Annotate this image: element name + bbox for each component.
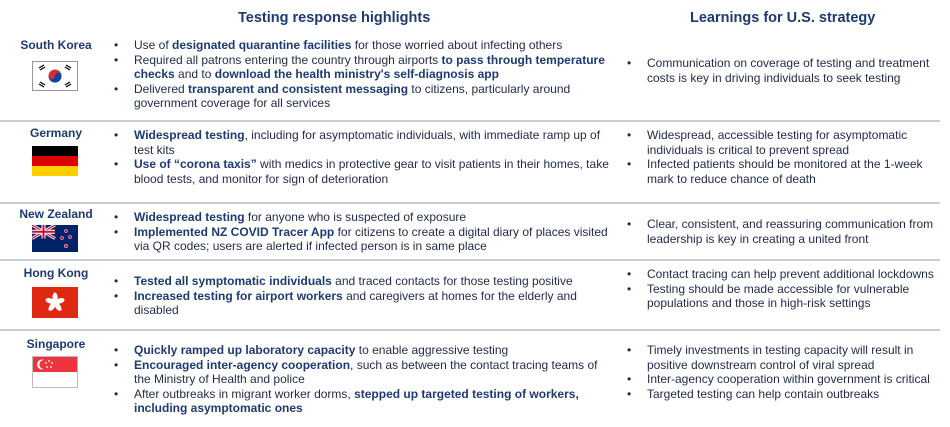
country-name: Germany bbox=[29, 126, 83, 140]
highlights-list bbox=[112, 38, 612, 111]
learnings-list bbox=[625, 217, 935, 246]
learnings-list bbox=[625, 56, 935, 85]
country-name: Singapore bbox=[26, 337, 86, 351]
list-item: • Use of “corona taxis” with medics in protective gear to visit patients in their homes, take blood tests, and monitor for sign of deterioration bbox=[112, 157, 612, 186]
list-item: • Widespread testing, including for asymptomatic individuals, with immediate ramp up of test kits bbox=[112, 128, 612, 157]
country-name: New Zealand bbox=[19, 207, 93, 221]
list-item: • Clear, consistent, and reassuring communication from leadership is key in creating a united front bbox=[625, 217, 935, 246]
list-item: • Contact tracing can help prevent additional lockdowns bbox=[625, 267, 935, 282]
hong-kong-flag-icon bbox=[32, 287, 78, 318]
country-row bbox=[0, 261, 940, 331]
country-name: South Korea bbox=[20, 38, 92, 52]
left-column-header: Testing response highlights bbox=[238, 10, 431, 26]
list-item: • Quickly ramped up laboratory capacity to enable aggressive testing bbox=[112, 343, 612, 358]
list-item: • Implemented NZ COVID Tracer App for citizens to create a digital diary of places visited via QR codes; users are alerted if infected person is in same place bbox=[112, 225, 612, 254]
list-item: • Tested all symptomatic individuals and traced contacts for those testing positive bbox=[112, 274, 612, 289]
south-korea-flag-icon bbox=[32, 61, 78, 91]
learnings-list bbox=[625, 343, 935, 401]
highlights-list bbox=[112, 343, 612, 416]
list-item: • Testing should be made accessible for vulnerable populations and those in high-risk settings bbox=[625, 282, 935, 311]
list-item: • Delivered transparent and consistent messaging to citizens, particularly around government coverage for all services bbox=[112, 82, 612, 111]
list-item: • Communication on coverage of testing and treatment costs is key in driving individuals to seek testing bbox=[625, 56, 935, 85]
list-item: • Infected patients should be monitored at the 1-week mark to reduce chance of death bbox=[625, 157, 935, 186]
new-zealand-flag-icon bbox=[32, 225, 78, 252]
country-name: Hong Kong bbox=[23, 266, 89, 280]
right-column-header: Learnings for U.S. strategy bbox=[690, 10, 876, 26]
country-row bbox=[0, 122, 940, 204]
list-item: • After outbreaks in migrant worker dorms, stepped up targeted testing of workers, including asymptomatic ones bbox=[112, 387, 612, 416]
list-item: • Increased testing for airport workers and caregivers at homes for the elderly and disabled bbox=[112, 289, 612, 318]
germany-flag-icon bbox=[32, 146, 78, 176]
list-item: • Encouraged inter-agency cooperation, such as between the contact tracing teams of the Ministry of Health and police bbox=[112, 358, 612, 387]
list-item: • Timely investments in testing capacity will result in positive downstream control of viral spread bbox=[625, 343, 935, 372]
singapore-flag-icon bbox=[32, 356, 78, 388]
highlights-list bbox=[112, 128, 612, 186]
list-item: • Targeted testing can help contain outbreaks bbox=[625, 387, 935, 402]
highlights-list bbox=[112, 274, 612, 318]
list-item: • Widespread, accessible testing for asymptomatic individuals is critical to prevent spread bbox=[625, 128, 935, 157]
highlights-list bbox=[112, 210, 612, 254]
list-item: • Required all patrons entering the country through airports to pass through temperature checks and to download the health ministry's self-diagnosis app bbox=[112, 53, 612, 82]
country-row bbox=[0, 204, 940, 261]
country-row bbox=[0, 331, 940, 423]
list-item: • Use of designated quarantine facilities for those worried about infecting others bbox=[112, 38, 612, 53]
country-row bbox=[0, 34, 940, 122]
list-item: • Inter-agency cooperation within government is critical bbox=[625, 372, 935, 387]
list-item: • Widespread testing for anyone who is suspected of exposure bbox=[112, 210, 612, 225]
learnings-list bbox=[625, 128, 935, 186]
learnings-list bbox=[625, 267, 935, 311]
